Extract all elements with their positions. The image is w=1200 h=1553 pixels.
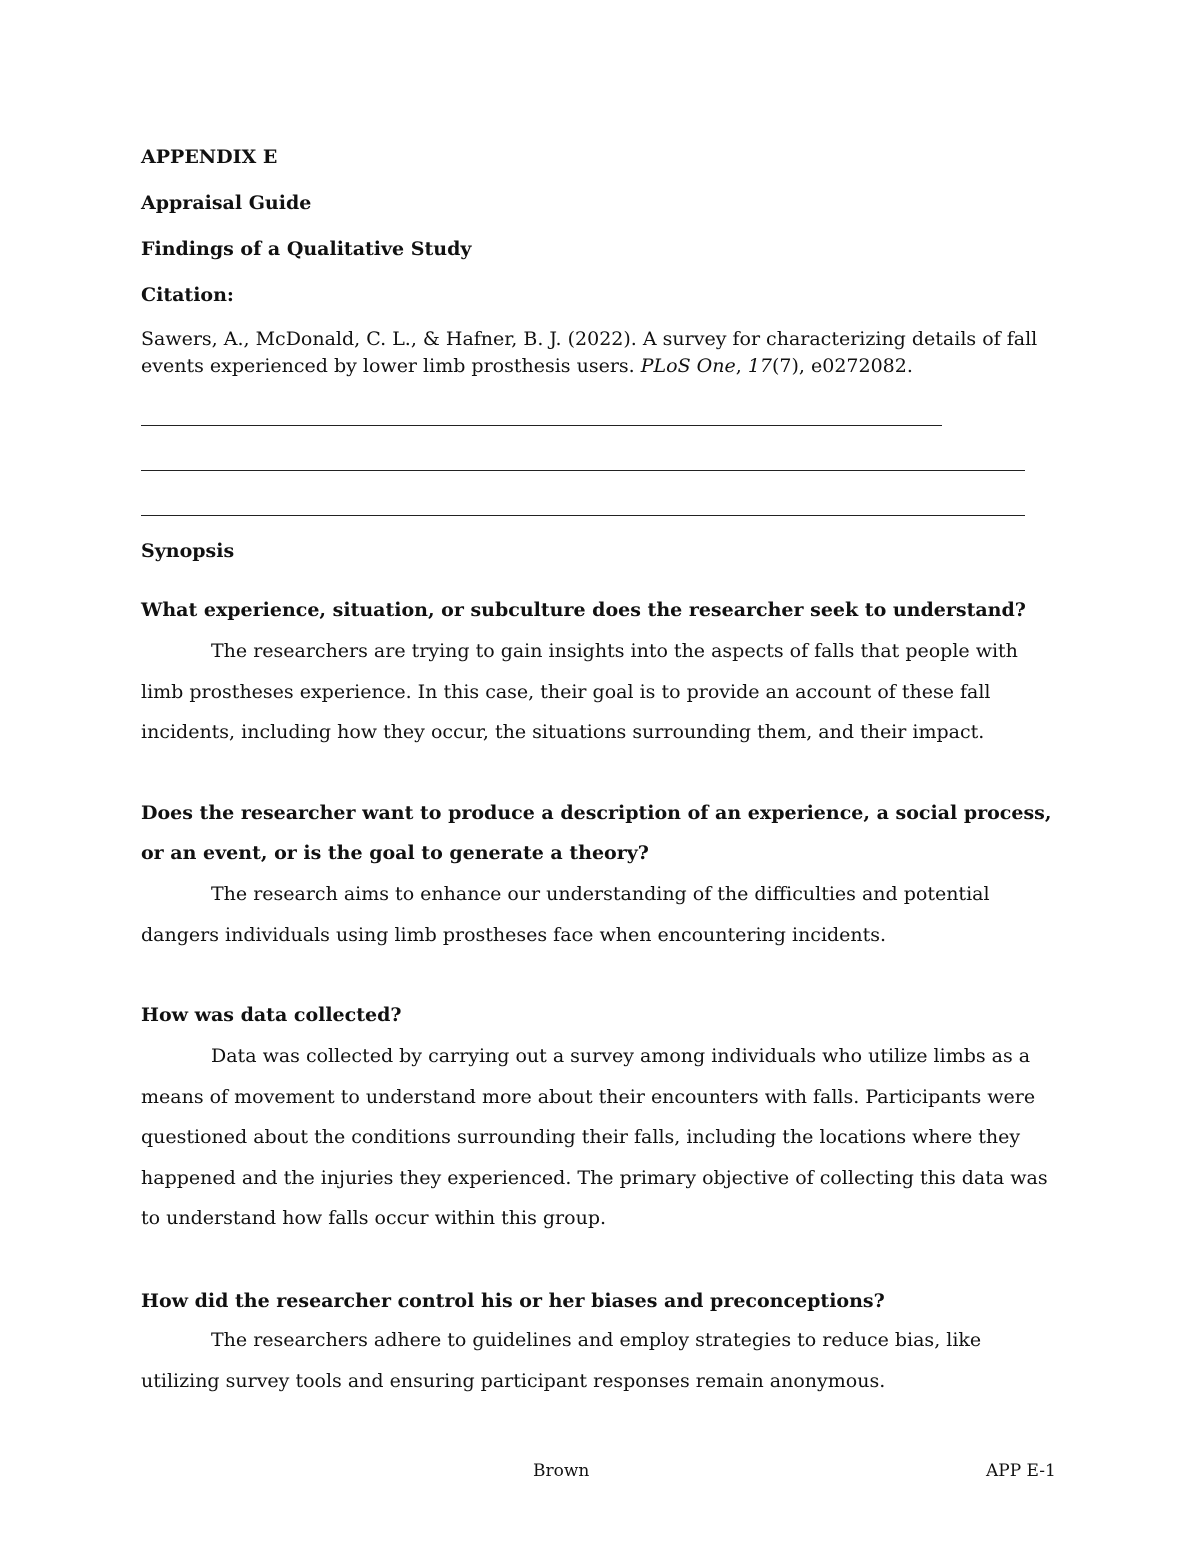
document-subtitle: Findings of a Qualitative Study	[141, 238, 472, 260]
citation-issue: (7), e0272082.	[772, 355, 913, 377]
citation-label: Citation:	[141, 284, 234, 306]
answer-1: The researchers are trying to gain insights into the aspects of falls that people with limb prostheses experience. In this case, their goal is to provide an account of these fall incidents, including how they occur, the situations surrounding them, and their impact.	[141, 640, 1018, 744]
answer-2: The research aims to enhance our understanding of the difficulties and potential dangers individuals using limb prostheses face when encountering incidents.	[141, 883, 990, 946]
question-1: What experience, situation, or subculture does the researcher seek to understand?	[141, 599, 1026, 621]
synopsis-heading: Synopsis	[141, 540, 235, 562]
question-4: How did the researcher control his or her biases and preconceptions?	[141, 1290, 885, 1312]
answer-3: Data was collected by carrying out a survey among individuals who utilize limbs as a means of movement to understand more about their encounters with falls. Participants were questioned about the conditions surrounding their falls, including the locations where they happened and the injuries they experienced. The primary objective of collecting this data was to understand how falls occur within this group.	[141, 1045, 1048, 1230]
citation-reference	[141, 326, 1061, 380]
question-3: How was data collected?	[141, 1004, 402, 1026]
citation-volume: 17	[747, 355, 772, 377]
citation-separator: ,	[735, 355, 748, 377]
appendix-label: APPENDIX E	[141, 146, 278, 168]
answer-4: The researchers adhere to guidelines and employ strategies to reduce bias, like utilizing survey tools and ensuring participant responses remain anonymous.	[141, 1329, 982, 1392]
appraisal-guide-title: Appraisal Guide	[141, 192, 312, 214]
blank-line-2	[141, 470, 1025, 471]
blank-line-3	[141, 515, 1025, 516]
citation-authors: Sawers, A., McDonald, C. L., & Hafner, B. J. (2022). A survey for characterizing details of fall events experienced by lower limb prosthesis users.	[141, 328, 1038, 377]
footer-author: Brown	[533, 1461, 590, 1481]
question-2: Does the researcher want to produce a description of an experience, a social process, or an event, or is the goal to generate a theory?	[141, 802, 1052, 864]
footer-page-number: APP E-1	[986, 1461, 1056, 1481]
blank-line-1	[141, 425, 942, 426]
citation-journal: PLoS One	[640, 355, 736, 377]
